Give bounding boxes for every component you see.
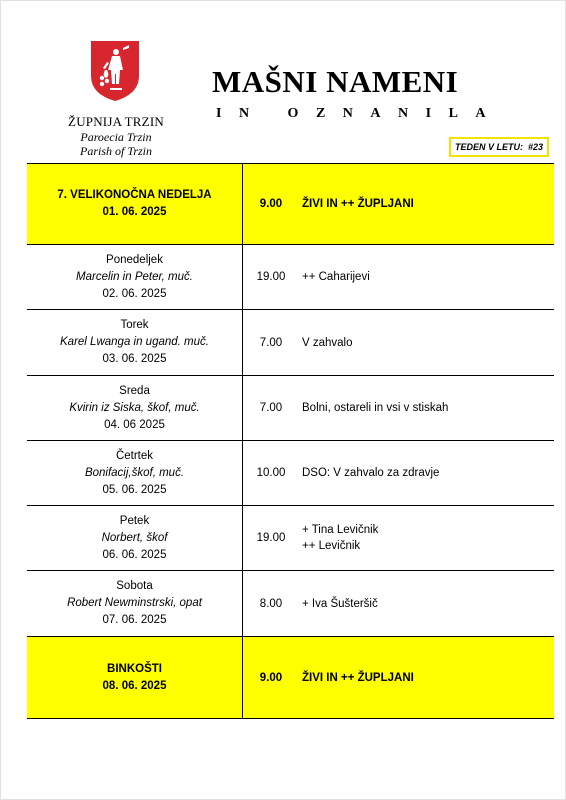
day-name: Sobota [116,580,153,592]
date: 07. 06. 2025 [102,614,167,626]
saint-name: Bonifacij,škof, muč. [84,466,185,479]
schedule-row [27,376,554,441]
mass-time: 8.00 [259,597,283,610]
date: 08. 06. 2025 [102,679,167,692]
mass-time: 10.00 [256,467,286,479]
parish-english: Parish of Trzin [79,144,153,158]
day-name: Sreda [119,384,150,397]
intention-cell [299,245,554,309]
intention-cell [299,571,554,636]
day-name: Petek [119,514,150,527]
mass-time: 7.00 [259,402,283,414]
day-cell [27,310,243,375]
day-cell [27,637,243,718]
parish-crest-logo [90,40,140,102]
mass-intention: ŽIVI IN ++ ŽUPLJANI [302,198,414,210]
schedule-row [27,163,554,245]
day-name: 7. VELIKONOČNA NEDELJA [57,189,212,201]
saint-name: Kvirin iz Siska, škof, muč. [69,401,200,414]
page-subtitle: IN OZNANILA [216,106,504,121]
schedule-row [27,571,554,637]
week-badge: TEDEN V LETU: #23 [449,137,549,157]
mass-time: 9.00 [259,671,283,684]
day-name: BINKOŠTI [107,662,162,675]
saint-name: Robert Newminstrski, opat [67,597,202,609]
saint-name: Karel Lwanga in ugand. muč. [60,336,209,348]
day-cell [27,441,243,505]
intention-cell [299,637,554,718]
date: 03. 06. 2025 [102,353,167,365]
date: 06. 06. 2025 [102,548,167,561]
page-title: MAŠNI NAMENI [212,64,459,99]
day-name: Četrtek [115,449,154,462]
mass-intention: DSO: V zahvalo za zdravje [302,467,440,479]
mass-time: 19.00 [256,271,286,283]
date: 02. 06. 2025 [102,287,167,300]
mass-intention: ++ Levičnik [302,540,361,552]
day-cell [27,571,243,636]
mass-intention: ++ Caharijevi [302,271,370,283]
schedule-row [27,441,554,506]
day-cell [27,245,243,309]
schedule-row [27,506,554,571]
day-name: Torek [120,319,149,331]
mass-intention: ŽIVI IN ++ ŽUPLJANI [302,671,414,684]
intention-cell [299,376,554,440]
intention-cell [299,506,554,570]
schedule-row [27,637,554,719]
mass-intention: Bolni, ostareli in vsi v stiskah [302,402,449,414]
mass-schedule-table [27,163,554,719]
intention-cell [299,441,554,505]
parish-latin: Paroecia Trzin [80,130,152,144]
parish-name: ŽUPNIJA TRZIN [68,114,164,129]
day-name: Ponedeljek [106,253,163,266]
day-cell [27,376,243,440]
mass-intention: + Tina Levičnik [302,524,379,536]
mass-intention: + Iva Šušteršič [302,597,378,610]
date: 05. 06. 2025 [102,483,167,496]
date: 01. 06. 2025 [102,206,167,218]
date: 04. 06 2025 [104,418,165,431]
day-cell [27,506,243,570]
day-cell [27,164,243,244]
mass-intention: V zahvalo [302,336,353,349]
parish-block [60,114,172,158]
saint-name: Marcelin in Peter, muč. [76,270,193,283]
schedule-row [27,245,554,310]
intention-cell [299,164,554,244]
mass-time: 9.00 [259,198,283,210]
mass-time: 19.00 [256,532,286,544]
intention-cell [299,310,554,375]
mass-time: 7.00 [259,336,283,349]
saint-name: Norbert, škof [101,531,168,544]
schedule-row [27,310,554,376]
